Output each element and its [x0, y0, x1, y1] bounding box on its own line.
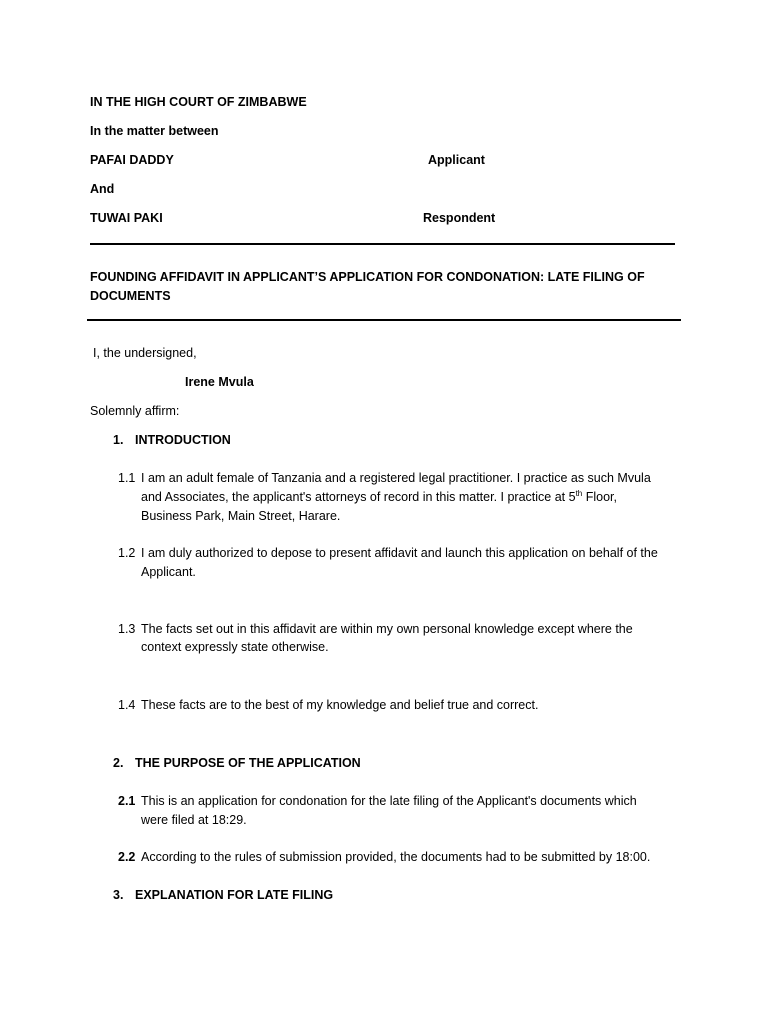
section-3-heading: EXPLANATION FOR LATE FILING [135, 888, 334, 902]
respondent-role: Respondent [423, 211, 496, 225]
item-1-4-number: 1.4 [118, 698, 136, 712]
section-1-heading: INTRODUCTION [135, 433, 231, 447]
item-1-2-number: 1.2 [118, 546, 136, 560]
item-2-2-number: 2.2 [118, 850, 136, 864]
affidavit-title-line2: DOCUMENTS [90, 289, 171, 303]
affidavit-title-line1: FOUNDING AFFIDAVIT IN APPLICANT’S APPLICATION FOR CONDONATION: LATE FILING OF [90, 270, 645, 284]
section-2-number: 2. [113, 756, 124, 770]
undersigned-line: I, the undersigned, [93, 346, 197, 360]
item-1-1-line1: I am an adult female of Tanzania and a registered legal practitioner. I practice as such Mvula [141, 471, 651, 485]
item-1-1-line2-pre: and Associates, the applicant's attorneys of record in this matter. I practice at 5 [141, 490, 576, 504]
item-1-3-number: 1.3 [118, 622, 136, 636]
respondent-name: TUWAI PAKI [90, 211, 163, 225]
item-1-3-line2: context expressly state otherwise. [141, 640, 329, 654]
item-1-3-line1: The facts set out in this affidavit are within my own personal knowledge except where the [141, 622, 633, 636]
header-divider [90, 243, 675, 245]
item-1-1-line3: Business Park, Main Street, Harare. [141, 509, 341, 523]
item-1-1-number: 1.1 [118, 471, 136, 485]
deponent-name: Irene Mvula [185, 375, 254, 389]
affirm-line: Solemnly affirm: [90, 404, 180, 418]
matter-line: In the matter between [90, 124, 219, 138]
section-1-number: 1. [113, 433, 124, 447]
item-2-1-number: 2.1 [118, 794, 136, 808]
item-1-2-line2: Applicant. [141, 565, 196, 579]
item-1-1-line2-post: Floor, [582, 490, 617, 504]
item-2-1-line1: This is an application for condonation for the late filing of the Applicant's documents which [141, 794, 637, 808]
applicant-role: Applicant [428, 153, 485, 167]
applicant-name: PAFAI DADDY [90, 153, 174, 167]
section-2-heading: THE PURPOSE OF THE APPLICATION [135, 756, 361, 770]
item-1-2-line1: I am duly authorized to depose to present affidavit and launch this application on behalf of the [141, 546, 658, 560]
item-2-1-line2: were filed at 18:29. [141, 813, 247, 827]
item-2-2-line1: According to the rules of submission provided, the documents had to be submitted by 18:00. [141, 850, 651, 864]
item-1-4-line1: These facts are to the best of my knowledge and belief true and correct. [141, 698, 539, 712]
item-1-1-line2 [141, 488, 617, 507]
and-line: And [90, 182, 115, 196]
section-3-number: 3. [113, 888, 124, 902]
ordinal-suffix: th [575, 489, 583, 498]
court-name: IN THE HIGH COURT OF ZIMBABWE [90, 95, 307, 109]
title-divider [87, 319, 681, 321]
